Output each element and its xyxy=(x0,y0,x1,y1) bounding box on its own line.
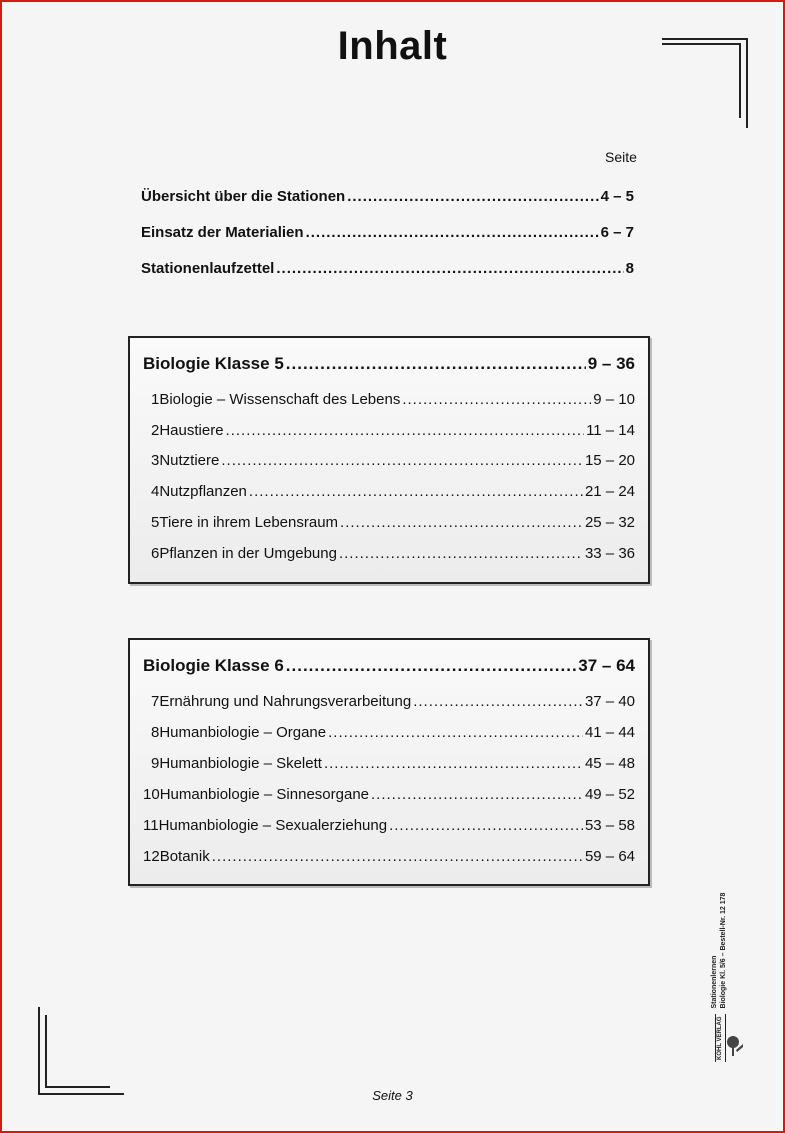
item-number: 7 xyxy=(151,693,160,710)
item-number: 10 xyxy=(143,786,160,803)
section-heading-label: Biologie Klasse 5 xyxy=(143,354,284,373)
item-number: 2 xyxy=(151,422,160,439)
page-title: Inhalt xyxy=(337,24,448,68)
leader-dots xyxy=(249,483,583,500)
leader-dots xyxy=(226,422,585,439)
item-label: Humanbiologie – Sexualerziehung xyxy=(158,817,388,834)
toc-entry xyxy=(141,188,634,205)
item-label: Biologie – Wissenschaft des Lebens xyxy=(159,391,401,408)
leader-dots xyxy=(286,354,586,374)
item-label: Botanik xyxy=(159,848,210,865)
section-heading xyxy=(143,656,635,676)
item-label: Nutztiere xyxy=(159,452,220,469)
page-column-header: Seite xyxy=(605,149,637,165)
section-heading xyxy=(143,354,635,374)
imprint-line-2: Biologie Kl. 5/6 – Bestell-Nr. 12 178 xyxy=(720,892,727,1009)
toc-item xyxy=(143,514,635,531)
section-box-klasse-6 xyxy=(128,638,650,886)
section-heading-label: Biologie Klasse 6 xyxy=(143,656,284,675)
section-box-klasse-5 xyxy=(128,336,650,584)
item-pages: 33 – 36 xyxy=(584,545,635,562)
section-heading-pages: 9 – 36 xyxy=(587,354,635,373)
item-pages: 9 – 10 xyxy=(593,391,635,408)
leader-dots xyxy=(340,514,583,531)
toc-entry xyxy=(141,260,634,277)
toc-item xyxy=(143,545,635,562)
toc-item xyxy=(143,724,635,741)
leader-dots xyxy=(347,188,598,205)
leader-dots xyxy=(276,260,623,277)
item-pages: 53 – 58 xyxy=(584,817,635,834)
leader-dots xyxy=(324,755,583,772)
toc-entry-pages: 4 – 5 xyxy=(600,188,634,205)
leader-dots xyxy=(371,786,583,803)
item-pages: 15 – 20 xyxy=(584,452,635,469)
leader-dots xyxy=(221,452,583,469)
item-pages: 41 – 44 xyxy=(584,724,635,741)
toc-item xyxy=(143,817,635,834)
toc-entry xyxy=(141,224,634,241)
leader-dots xyxy=(402,391,591,408)
publisher-name: KOHL VERLAG xyxy=(715,1014,726,1062)
toc-item xyxy=(143,483,635,500)
leader-dots xyxy=(389,817,583,834)
item-pages: 37 – 40 xyxy=(584,693,635,710)
item-number: 9 xyxy=(151,755,160,772)
item-number: 11 xyxy=(143,817,159,834)
toc-entry-label: Einsatz der Materialien xyxy=(141,224,304,241)
item-number: 4 xyxy=(151,483,160,500)
toc-entry-pages: 6 – 7 xyxy=(600,224,634,241)
toc-entry-pages: 8 xyxy=(625,260,634,277)
item-pages: 45 – 48 xyxy=(584,755,635,772)
item-pages: 21 – 24 xyxy=(584,483,635,500)
leader-dots xyxy=(212,848,583,865)
toc-item xyxy=(143,848,635,865)
item-number: 6 xyxy=(151,545,160,562)
toc-item xyxy=(143,452,635,469)
item-label: Humanbiologie – Organe xyxy=(159,724,327,741)
item-pages: 49 – 52 xyxy=(584,786,635,803)
item-label: Nutzpflanzen xyxy=(159,483,247,500)
toc-entry-label: Stationenlaufzettel xyxy=(141,260,275,277)
item-label: Haustiere xyxy=(159,422,224,439)
item-label: Ernährung und Nahrungsverarbeitung xyxy=(159,693,412,710)
item-pages: 11 – 14 xyxy=(586,422,635,439)
page-number-footer: Seite 3 xyxy=(372,1088,413,1103)
item-pages: 59 – 64 xyxy=(584,848,635,865)
toc-item xyxy=(143,755,635,772)
side-imprint xyxy=(710,893,728,1062)
leader-dots xyxy=(339,545,583,562)
leader-dots xyxy=(286,656,576,676)
toc-item xyxy=(143,693,635,710)
item-number: 8 xyxy=(151,724,160,741)
leader-dots xyxy=(413,693,583,710)
item-pages: 25 – 32 xyxy=(584,514,635,531)
item-label: Pflanzen in der Umgebung xyxy=(159,545,337,562)
item-number: 1 xyxy=(151,391,160,408)
corner-mark-top-right xyxy=(662,38,752,130)
toc-entry-label: Übersicht über die Stationen xyxy=(141,188,346,205)
corner-mark-bottom-left xyxy=(38,1007,128,1099)
toc-item xyxy=(143,786,635,803)
toc-item xyxy=(143,422,635,439)
toc-item xyxy=(143,391,635,408)
item-label: Humanbiologie – Sinnesorgane xyxy=(159,786,369,803)
leader-dots xyxy=(328,724,583,741)
imprint-line-1: Stationenlernen xyxy=(711,955,718,1009)
item-number: 12 xyxy=(143,848,160,865)
leader-dots xyxy=(306,224,599,241)
item-number: 5 xyxy=(151,514,160,531)
section-heading-pages: 37 – 64 xyxy=(578,656,635,675)
item-number: 3 xyxy=(151,452,160,469)
item-label: Humanbiologie – Skelett xyxy=(159,755,322,772)
item-label: Tiere in ihrem Lebensraum xyxy=(159,514,339,531)
